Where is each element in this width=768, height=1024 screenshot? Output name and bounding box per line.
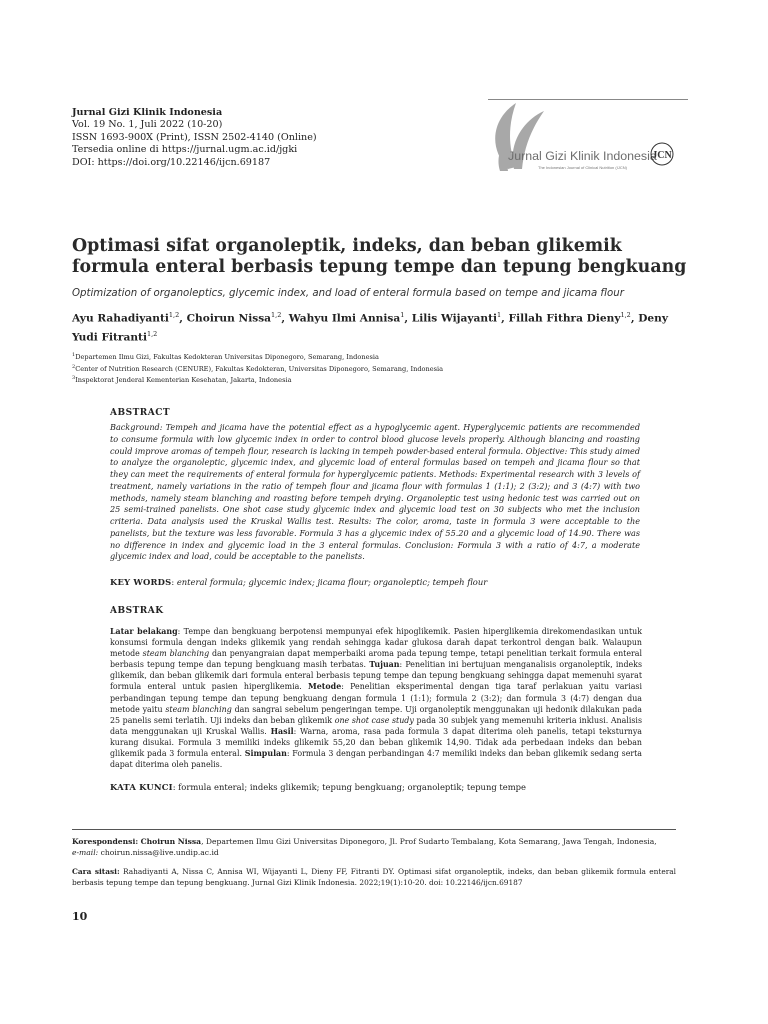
- author-affiliation-ref: 1,2: [271, 311, 282, 319]
- email-label: e-mail:: [72, 848, 99, 857]
- keywords-en: KEY WORDS: enteral formula; glycemic index; jicama flour; organoleptic; tempeh flour: [110, 577, 488, 587]
- logo-subtitle: The Indonesian Journal of Clinical Nutrition (IJCN): [538, 165, 627, 170]
- affiliation-list: [72, 351, 692, 386]
- article-subtitle: Optimization of organoleptics, glycemic index, and load of enteral formula based on tempe and jicama flour: [72, 288, 624, 299]
- author-affiliation-ref: 1,2: [168, 311, 180, 319]
- affiliation-text: Inspektorat Jenderal Kementerian Kesehatan, Jakarta, Indonesia: [75, 376, 292, 385]
- affiliation-text: Departemen Ilmu Gizi, Fakultas Kedokteran Universitas Diponegoro, Semarang, Indonesia: [75, 353, 379, 362]
- abstrak-section-label: Simpulan: [244, 749, 287, 759]
- abstrak-section-label: Metode: [308, 682, 342, 692]
- author-name: Ayu Rahadiyanti: [72, 312, 169, 325]
- keywords-en-label: KEY WORDS: [110, 577, 172, 587]
- keywords-id-label: KATA KUNCI: [110, 782, 173, 792]
- journal-doi[interactable]: DOI: https://doi.org/10.22146/ijcn.69187: [72, 156, 271, 168]
- affiliation-number: 1: [72, 352, 76, 358]
- author-name: Choirun Nissa: [186, 312, 272, 325]
- abstrak-text: pada 30 subjek yang memenuhi kriteria inklusi. Analisis data menggunakan uji Kruskal Wallis.: [110, 715, 643, 736]
- author-name: Lilis Wijayanti: [411, 312, 498, 325]
- author-affiliation-ref: 1: [400, 311, 405, 319]
- corr-name: Choirun Nissa: [140, 837, 202, 846]
- affiliation-item: [72, 374, 692, 386]
- corr-email[interactable]: choirun.nissa@live.undip.ac.id: [100, 848, 219, 857]
- keywords-en-text: enteral formula; glycemic index; jicama flour; organoleptic; tempeh flour: [176, 577, 488, 587]
- journal-volume: Vol. 19 No. 1, Juli 2022 (10-20): [72, 119, 223, 131]
- keywords-id: KATA KUNCI: formula enteral; indeks glikemik; tepung bengkuang; organoleptik; tepung tempe: [110, 782, 526, 792]
- journal-name: Jurnal Gizi Klinik Indonesia: [72, 107, 223, 118]
- author-affiliation-ref: 1,2: [146, 329, 158, 338]
- abstrak-text: dan sangrai sebelum pengeringan tempe. Uji organoleptik menggunakan uji hedonik dilakukan pada 25 panelis semi terlatih. Uji indeks dan beban glikemik: [110, 704, 642, 725]
- abstrak-text: : Warna, aroma, rasa pada formula 3 dapat diterima oleh panelis, tetapi teksturnya kurang disukai. Formula 3 memiliki indeks glikemik 55,20 dan beban glikemik 14,90. Tidak ada perbedaan indeks dan beban glikemik pada 3 formula enteral.: [110, 726, 642, 759]
- article-title: Optimasi sifat organoleptik, indeks, dan beban glikemik formula enteral berbasis tepung tempe dan tepung bengkuang: [72, 236, 687, 277]
- citation: [72, 867, 676, 889]
- page-number: 10: [72, 910, 88, 923]
- author-separator: ,: [404, 312, 412, 325]
- author-separator: ,: [630, 312, 639, 325]
- jcn-emblem-text: JCN: [652, 150, 672, 161]
- corr-address: , Departemen Ilmu Gizi Universitas Diponegoro, Jl. Prof Sudarto Tembalang, Kota Semarang, Jawa Tengah, Indonesia,: [201, 837, 657, 846]
- author-name: Wahyu Ilmi Annisa: [288, 312, 401, 325]
- abstrak-body: [110, 626, 642, 770]
- affiliation-item: [72, 363, 692, 375]
- author-name: Fillah Fithra Dieny: [508, 312, 621, 325]
- author-name: Deny Yudi Fitranti: [72, 312, 669, 344]
- abstrak-section-label: Hasil: [270, 726, 294, 736]
- abstrak-text: dan penyangraian dapat memperbaiki aroma pada tepung tempe, tetapi penelitian terkait formula enteral berbasis tepung tempe dan tepung bengkuang masih terbatas.: [110, 649, 642, 670]
- author-separator: ,: [501, 312, 509, 325]
- affiliation-text: Center of Nutrition Research (CENURE), Fakultas Kedokteran, Universitas Diponegoro, Semarang, Indonesia: [75, 364, 444, 373]
- journal-issn: ISSN 1693-900X (Print), ISSN 2502-4140 (Online): [72, 131, 317, 143]
- author-list: [72, 308, 692, 345]
- author-affiliation-ref: 1,2: [620, 311, 631, 319]
- abstract-heading: ABSTRACT: [110, 408, 171, 418]
- logo-title: Jurnal Gizi Klinik Indonesia: [508, 149, 657, 163]
- journal-meta: [72, 107, 317, 169]
- journal-logo: [478, 97, 698, 187]
- jcn-emblem-icon: [651, 143, 673, 165]
- abstrak-text: : Tempe dan bengkuang berpotensi mempunyai efek hipoglikemik. Pasien hiperglikemia direkomendasikan untuk konsumsi formula dengan indeks glikemik yang rendah sehingga kadar glukosa darah dapat terkontrol dengan baik. Walaupun metode: [110, 627, 642, 659]
- author-separator: ,: [281, 312, 289, 325]
- abstrak-text: : Formula 3 dengan perbandingan 4:7 memiliki indeks dan beban glikemik sedang serta dapat diterima oleh panelis.: [110, 749, 643, 770]
- abstrak-text: steam blanching: [165, 704, 232, 714]
- footer-rule: [72, 829, 676, 830]
- abstrak-text: : Penelitian eksperimental dengan tiga taraf perlakuan yaitu variasi perbandingan tepung tempe dan tepung bengkuang dengan formula 1 (1:1); formula 2 (3:2); dan formula 3 (4:7) dengan dua metode yaitu: [110, 682, 642, 714]
- cite-text: Rahadiyanti A, Nissa C, Annisa WI, Wijayanti L, Dieny FF, Fitranti DY. Optimasi sifat organoleptik, indeks, dan beban glikemik formula enteral berbasis tepung tempe dan tepung bengkuang. Jurnal Gizi Klinik Indonesia. 2022;19(1):10-20. doi: 10.22146/ijcn.69187: [72, 867, 677, 887]
- correspondence: [72, 836, 676, 858]
- abstrak-section-label: Latar belakang: [110, 627, 178, 636]
- affiliation-number: 3: [72, 375, 76, 382]
- abstrak-heading: ABSTRAK: [110, 606, 164, 616]
- abstrak-text: : Penelitian ini bertujuan menganalisis organoleptik, indeks glikemik, dan beban glikemik dari formula enteral berbasis tepung tempe dan tepung bengkuang sehingga dapat memenuhi syarat formula enteral untuk pasien hiperglikemia.: [110, 660, 642, 692]
- journal-online-url[interactable]: Tersedia online di https://jurnal.ugm.ac.id/jgki: [72, 144, 298, 156]
- abstract-body: Background: Tempeh and jicama have the potential effect as a hypoglycemic agent. Hyperglycemic patients are recommended to consume formula with low glycemic index in order to control blood glucose levels properly. Although blancing and roasting could improve aromas of tempeh flour, research is lacking in tempeh powder-based enteral formula. Objective: This study aimed to analyze the organoleptic, glycemic index, and glycemic load of enteral formulas based on tempeh and jicama flour so that they can meet the requirements of enteral formula for hyperglycemic patients. Methods: Experimental research with 3 levels of treatment, namely variations in the ratio of tempeh flour and jicama flour with formulas 1 (1:1); 2 (3:2); and 3 (4:7) with two methods, namely steam blanching and roasting before tempeh drying. Organoleptic test using hedonic test was carried out on 25 semi-trained panelists. One shot case study glycemic index and glycemic load test on 30 subjects who met the inclusion criteria. Data analysis used the Kruskal Wallis test. Results: The color, aroma, taste in formula 3 were acceptable to the panelists, but the texture was less favorable. Formula 3 has a glycemic index of 55.20 and a glycemic load of 14.90. There was no difference in index and glycemic load in the 3 enteral formulas. Conclusion: Formula 3 with a ratio of 4:7, a moderate glycemic index and load, could be acceptable to the panelists.: [110, 422, 640, 562]
- author-separator: ,: [179, 312, 187, 325]
- cite-label: Cara sitasi:: [72, 867, 120, 876]
- abstrak-text: steam blanching: [142, 649, 210, 659]
- keywords-id-text: formula enteral; indeks glikemik; tepung bengkuang; organoleptik; tepung tempe: [178, 782, 526, 792]
- affiliation-number: 2: [72, 363, 76, 370]
- abstrak-text: one shot case study: [334, 715, 414, 725]
- corr-label: Korespondensi:: [72, 837, 139, 846]
- affiliation-item: [72, 351, 692, 363]
- abstrak-section-label: Tujuan: [369, 660, 400, 670]
- author-affiliation-ref: 1: [497, 311, 502, 319]
